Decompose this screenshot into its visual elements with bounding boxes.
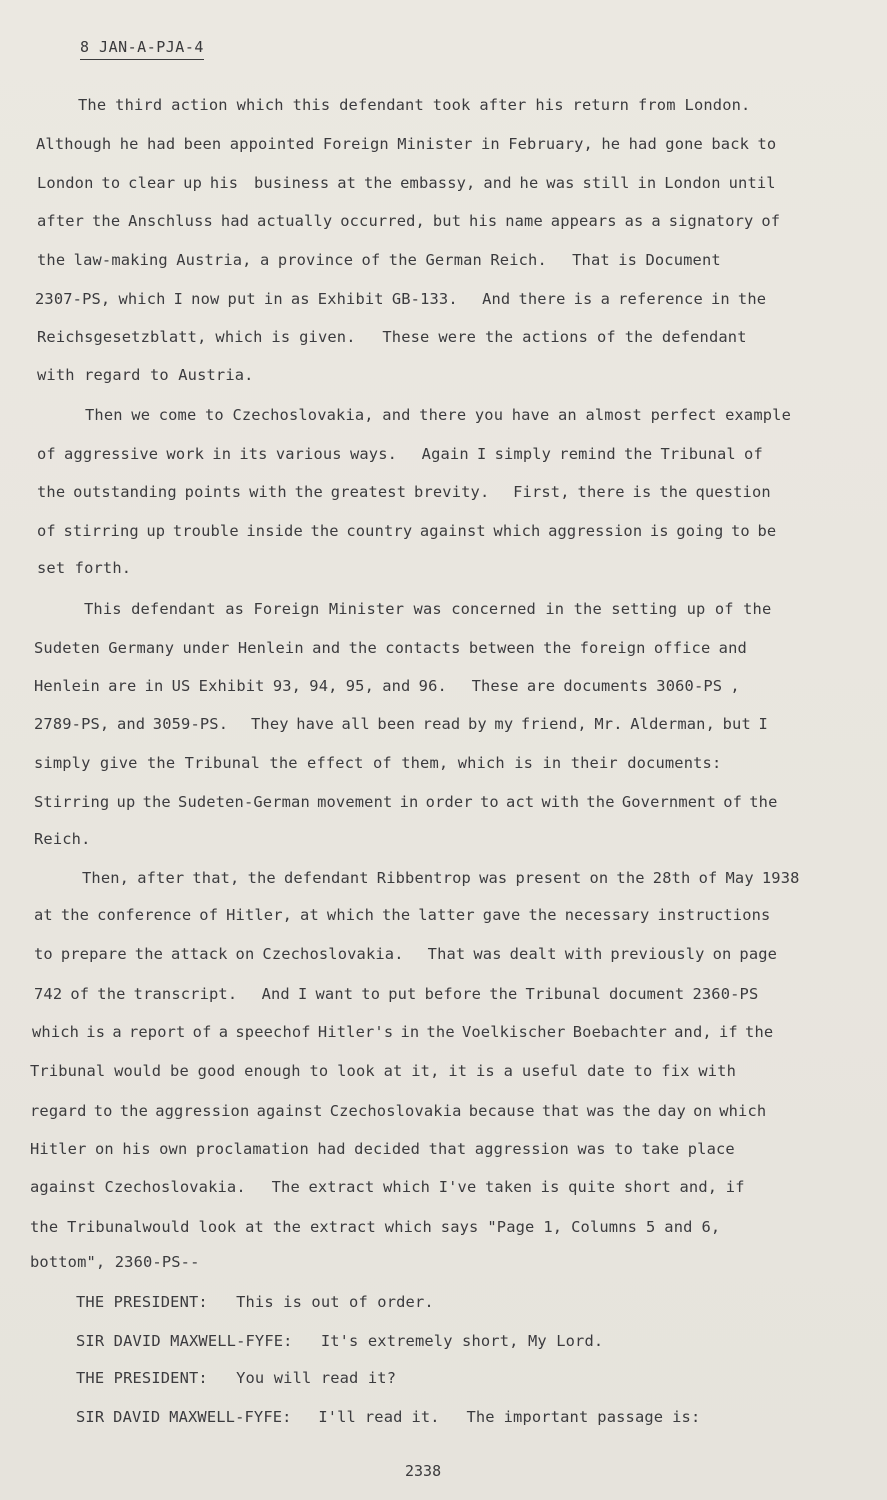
page-header: 8 JAN-A-PJA-4	[80, 38, 204, 60]
text-line: SIR DAVID MAXWELL-FYFE: I'll read it. The important passage is:	[76, 1408, 701, 1426]
text-line: Henlein are in US Exhibit 93, 94, 95, and 96. These are documents 3060-PS ,	[34, 677, 740, 695]
text-line: which is a report of a speechof Hitler's in the Voelkischer Boebachter and, if the	[32, 1023, 774, 1041]
text-line: The third action which this defendant took after his return from London.	[78, 96, 751, 114]
text-line: the law-making Austria, a province of the German Reich. That is Document	[37, 251, 721, 269]
text-line: regard to the aggression against Czechoslovakia because that was the day on which	[30, 1102, 767, 1120]
page-number: 2338	[405, 1462, 442, 1480]
text-line: Reich.	[34, 830, 91, 848]
text-line: THE PRESIDENT: This is out of order.	[76, 1293, 434, 1311]
text-line: simply give the Tribunal the effect of them, which is in their documents:	[34, 754, 722, 772]
text-line: Tribunal would be good enough to look at it, it is a useful date to fix with	[30, 1062, 737, 1080]
text-line: 742 of the transcript. And I want to put before the Tribunal document 2360-PS	[34, 985, 759, 1003]
text-line: with regard to Austria.	[37, 366, 254, 384]
text-line: London to clear up his business at the embassy, and he was still in London until	[37, 174, 776, 192]
text-line: the Tribunalwould look at the extract which says "Page 1, Columns 5 and 6,	[30, 1218, 721, 1236]
text-line: the outstanding points with the greatest brevity. First, there is the question	[37, 483, 771, 501]
text-line: This defendant as Foreign Minister was concerned in the setting up of the	[84, 600, 772, 618]
text-line: SIR DAVID MAXWELL-FYFE: It's extremely short, My Lord.	[76, 1332, 604, 1350]
text-line: Then, after that, the defendant Ribbentrop was present on the 28th of May 1938	[82, 869, 800, 887]
text-line: Although he had been appointed Foreign Minister in February, he had gone back to	[36, 135, 777, 153]
text-line: at the conference of Hitler, at which the latter gave the necessary instructions	[34, 906, 771, 924]
text-line: 2789-PS, and 3059-PS. They have all been read by my friend, Mr. Alderman, but I	[34, 715, 768, 733]
text-line: bottom", 2360-PS--	[30, 1253, 200, 1271]
text-line: against Czechoslovakia. The extract which I've taken is quite short and, if	[30, 1178, 745, 1196]
text-line: Then we come to Czechoslovakia, and there you have an almost perfect example	[85, 406, 792, 424]
text-line: set forth.	[37, 559, 132, 577]
text-line: Stirring up the Sudeten-German movement in order to act with the Government of the	[34, 793, 778, 811]
text-line: of stirring up trouble inside the country against which aggression is going to be	[37, 522, 777, 540]
text-line: of aggressive work in its various ways. Again I simply remind the Tribunal of	[37, 445, 763, 463]
text-line: THE PRESIDENT: You will read it?	[76, 1369, 397, 1387]
text-line: Reichsgesetzblatt, which is given. These were the actions of the defendant	[37, 328, 747, 346]
text-line: Hitler on his own proclamation had decided that aggression was to take place	[30, 1140, 735, 1158]
text-line: after the Anschluss had actually occurred, but his name appears as a signatory of	[37, 212, 781, 230]
text-line: to prepare the attack on Czechoslovakia. That was dealt with previously on page	[34, 945, 778, 963]
text-line: 2307-PS, which I now put in as Exhibit GB-133. And there is a reference in the	[35, 290, 767, 308]
text-line: Sudeten Germany under Henlein and the contacts between the foreign office and	[34, 639, 747, 657]
